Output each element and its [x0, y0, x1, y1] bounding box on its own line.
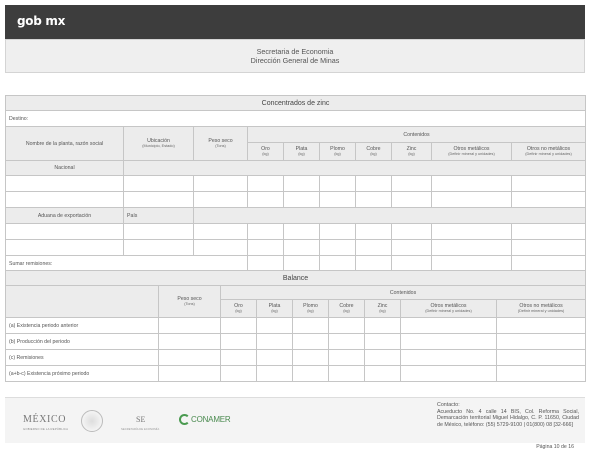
- brand-logo[interactable]: gob mx: [17, 14, 66, 28]
- balance-col-dry-weight-label: Peso seco: [177, 296, 202, 303]
- col-location-label: Ubicación: [147, 138, 170, 145]
- contact-address: Acueducto No. 4 calle 14 BIS, Col. Reforma Social, Demarcación territorial Miguel Hidalgo, C. P. 11650, Ciudad de México, teléfono: (55) 5729-9100 | 01(800) 08 [32-666]: [437, 408, 579, 428]
- customs-export-label: Aduana de exportación: [6, 208, 124, 224]
- balance-col-gold-label: Oro: [234, 303, 243, 310]
- balance-col-silver-label: Plata: [268, 303, 281, 310]
- col-lead: [320, 143, 356, 161]
- col-zinc-label: Zinc: [406, 146, 417, 153]
- col-zinc: [392, 143, 432, 161]
- conamer-logo-icon: [179, 414, 190, 425]
- national-label: Nacional: [6, 161, 124, 176]
- se-logo: SE: [136, 415, 146, 424]
- balance-table-title: Balance: [6, 271, 586, 286]
- sum-shipments-label: Sumar remisiones:: [6, 256, 248, 272]
- balance-col-gold: [221, 300, 257, 318]
- customs-band: [194, 208, 586, 224]
- col-copper-label: Cobre: [366, 146, 381, 153]
- balance-row[interactable]: [6, 334, 586, 350]
- balance-row-label: (c) Remisiones: [6, 350, 159, 366]
- contact-info: [437, 402, 579, 428]
- agency-name: Secretaria de Economia: [256, 47, 334, 56]
- col-silver: [284, 143, 320, 161]
- col-other-metallic-label: Otros metálicos: [453, 146, 490, 153]
- balance-col-dry-weight-unit: (Tons): [184, 302, 195, 307]
- balance-table: [5, 270, 586, 382]
- zinc-table-title: Concentrados de zinc: [6, 96, 586, 111]
- col-lead-unit: (kg): [334, 152, 341, 157]
- col-gold-label: Oro: [261, 146, 270, 153]
- national-seal-icon: [81, 410, 103, 432]
- col-other-metallic-sub: (Definir mineral y unidades): [448, 152, 495, 157]
- se-logo-subtitle: SECRETARÍA DE ECONOMÍA: [121, 427, 160, 431]
- agency-header: [5, 39, 585, 73]
- balance-col-silver: [257, 300, 293, 318]
- zinc-concentrates-table: [5, 95, 586, 272]
- col-dry-weight: [194, 127, 248, 161]
- balance-col-gold-unit: (kg): [235, 309, 242, 314]
- contents-header: Contenidos: [248, 127, 586, 143]
- balance-col-copper-unit: (kg): [343, 309, 350, 314]
- balance-row-label: (a+b-c) Existencia próximo periodo: [6, 366, 159, 382]
- export-row[interactable]: [6, 240, 586, 256]
- col-other-metallic: [432, 143, 512, 161]
- national-band: [124, 161, 586, 176]
- col-dry-weight-label: Peso seco: [208, 138, 233, 145]
- col-lead-label: Plomo: [330, 146, 345, 153]
- balance-col-dry-weight: [159, 286, 221, 318]
- balance-col-other-nonmetallic-label: Otros no metálicos: [519, 303, 563, 310]
- col-zinc-unit: (kg): [408, 152, 415, 157]
- balance-col-zinc-unit: (kg): [379, 309, 386, 314]
- balance-col-lead-unit: (kg): [307, 309, 314, 314]
- col-silver-label: Plata: [295, 146, 308, 153]
- country-label: País: [124, 208, 194, 224]
- contact-label: Contacto:: [437, 402, 460, 408]
- col-other-nonmetallic-sub: (Definir mineral y unidades): [525, 152, 572, 157]
- balance-col-other-metallic: [401, 300, 497, 318]
- col-gold-unit: (kg): [262, 152, 269, 157]
- footer: [5, 397, 585, 443]
- balance-col-other-nonmetallic-sub: (Definir mineral y unidades): [517, 309, 565, 314]
- col-location-sub: (Municipio, Estado): [142, 144, 175, 149]
- national-row[interactable]: [6, 176, 586, 192]
- balance-row-label: (a) Existencia periodo anterior: [6, 318, 159, 334]
- col-dry-weight-unit: (Tons): [215, 144, 226, 149]
- page-number: Página 10 de 16: [536, 444, 574, 450]
- balance-row[interactable]: [6, 350, 586, 366]
- balance-col-copper: [329, 300, 365, 318]
- balance-col-other-metallic-label: Otros metálicos: [430, 303, 467, 310]
- col-silver-unit: (kg): [298, 152, 305, 157]
- export-row[interactable]: [6, 224, 586, 240]
- col-copper: [356, 143, 392, 161]
- balance-col-silver-unit: (kg): [271, 309, 278, 314]
- balance-col-zinc-label: Zinc: [377, 303, 388, 310]
- balance-col-lead-label: Plomo: [303, 303, 318, 310]
- destino-field[interactable]: Destino:: [6, 111, 586, 127]
- balance-row[interactable]: [6, 318, 586, 334]
- header-bar: [5, 5, 585, 39]
- balance-col-copper-label: Cobre: [339, 303, 354, 310]
- balance-col-zinc: [365, 300, 401, 318]
- mexico-logo: MÉXICO: [23, 414, 67, 425]
- balance-row-label: (b) Producción del periodo: [6, 334, 159, 350]
- col-other-nonmetallic: [512, 143, 586, 161]
- conamer-logo: CONAMER: [191, 415, 231, 424]
- col-other-nonmetallic-label: Otros no metálicos: [526, 146, 571, 153]
- col-gold: [248, 143, 284, 161]
- balance-blank-header: [6, 286, 159, 318]
- balance-row[interactable]: [6, 366, 586, 382]
- agency-division: Dirección General de Minas: [250, 56, 340, 65]
- col-plant-name: Nombre de la planta, razón social: [6, 127, 124, 161]
- col-copper-unit: (kg): [370, 152, 377, 157]
- balance-col-lead: [293, 300, 329, 318]
- mexico-logo-subtitle: GOBIERNO DE LA REPÚBLICA: [23, 427, 69, 431]
- balance-col-other-metallic-sub: (Definir mineral y unidades): [425, 309, 472, 314]
- national-row[interactable]: [6, 192, 586, 208]
- balance-contents-header: Contenidos: [221, 286, 586, 300]
- col-location: [124, 127, 194, 161]
- balance-col-other-nonmetallic: [497, 300, 586, 318]
